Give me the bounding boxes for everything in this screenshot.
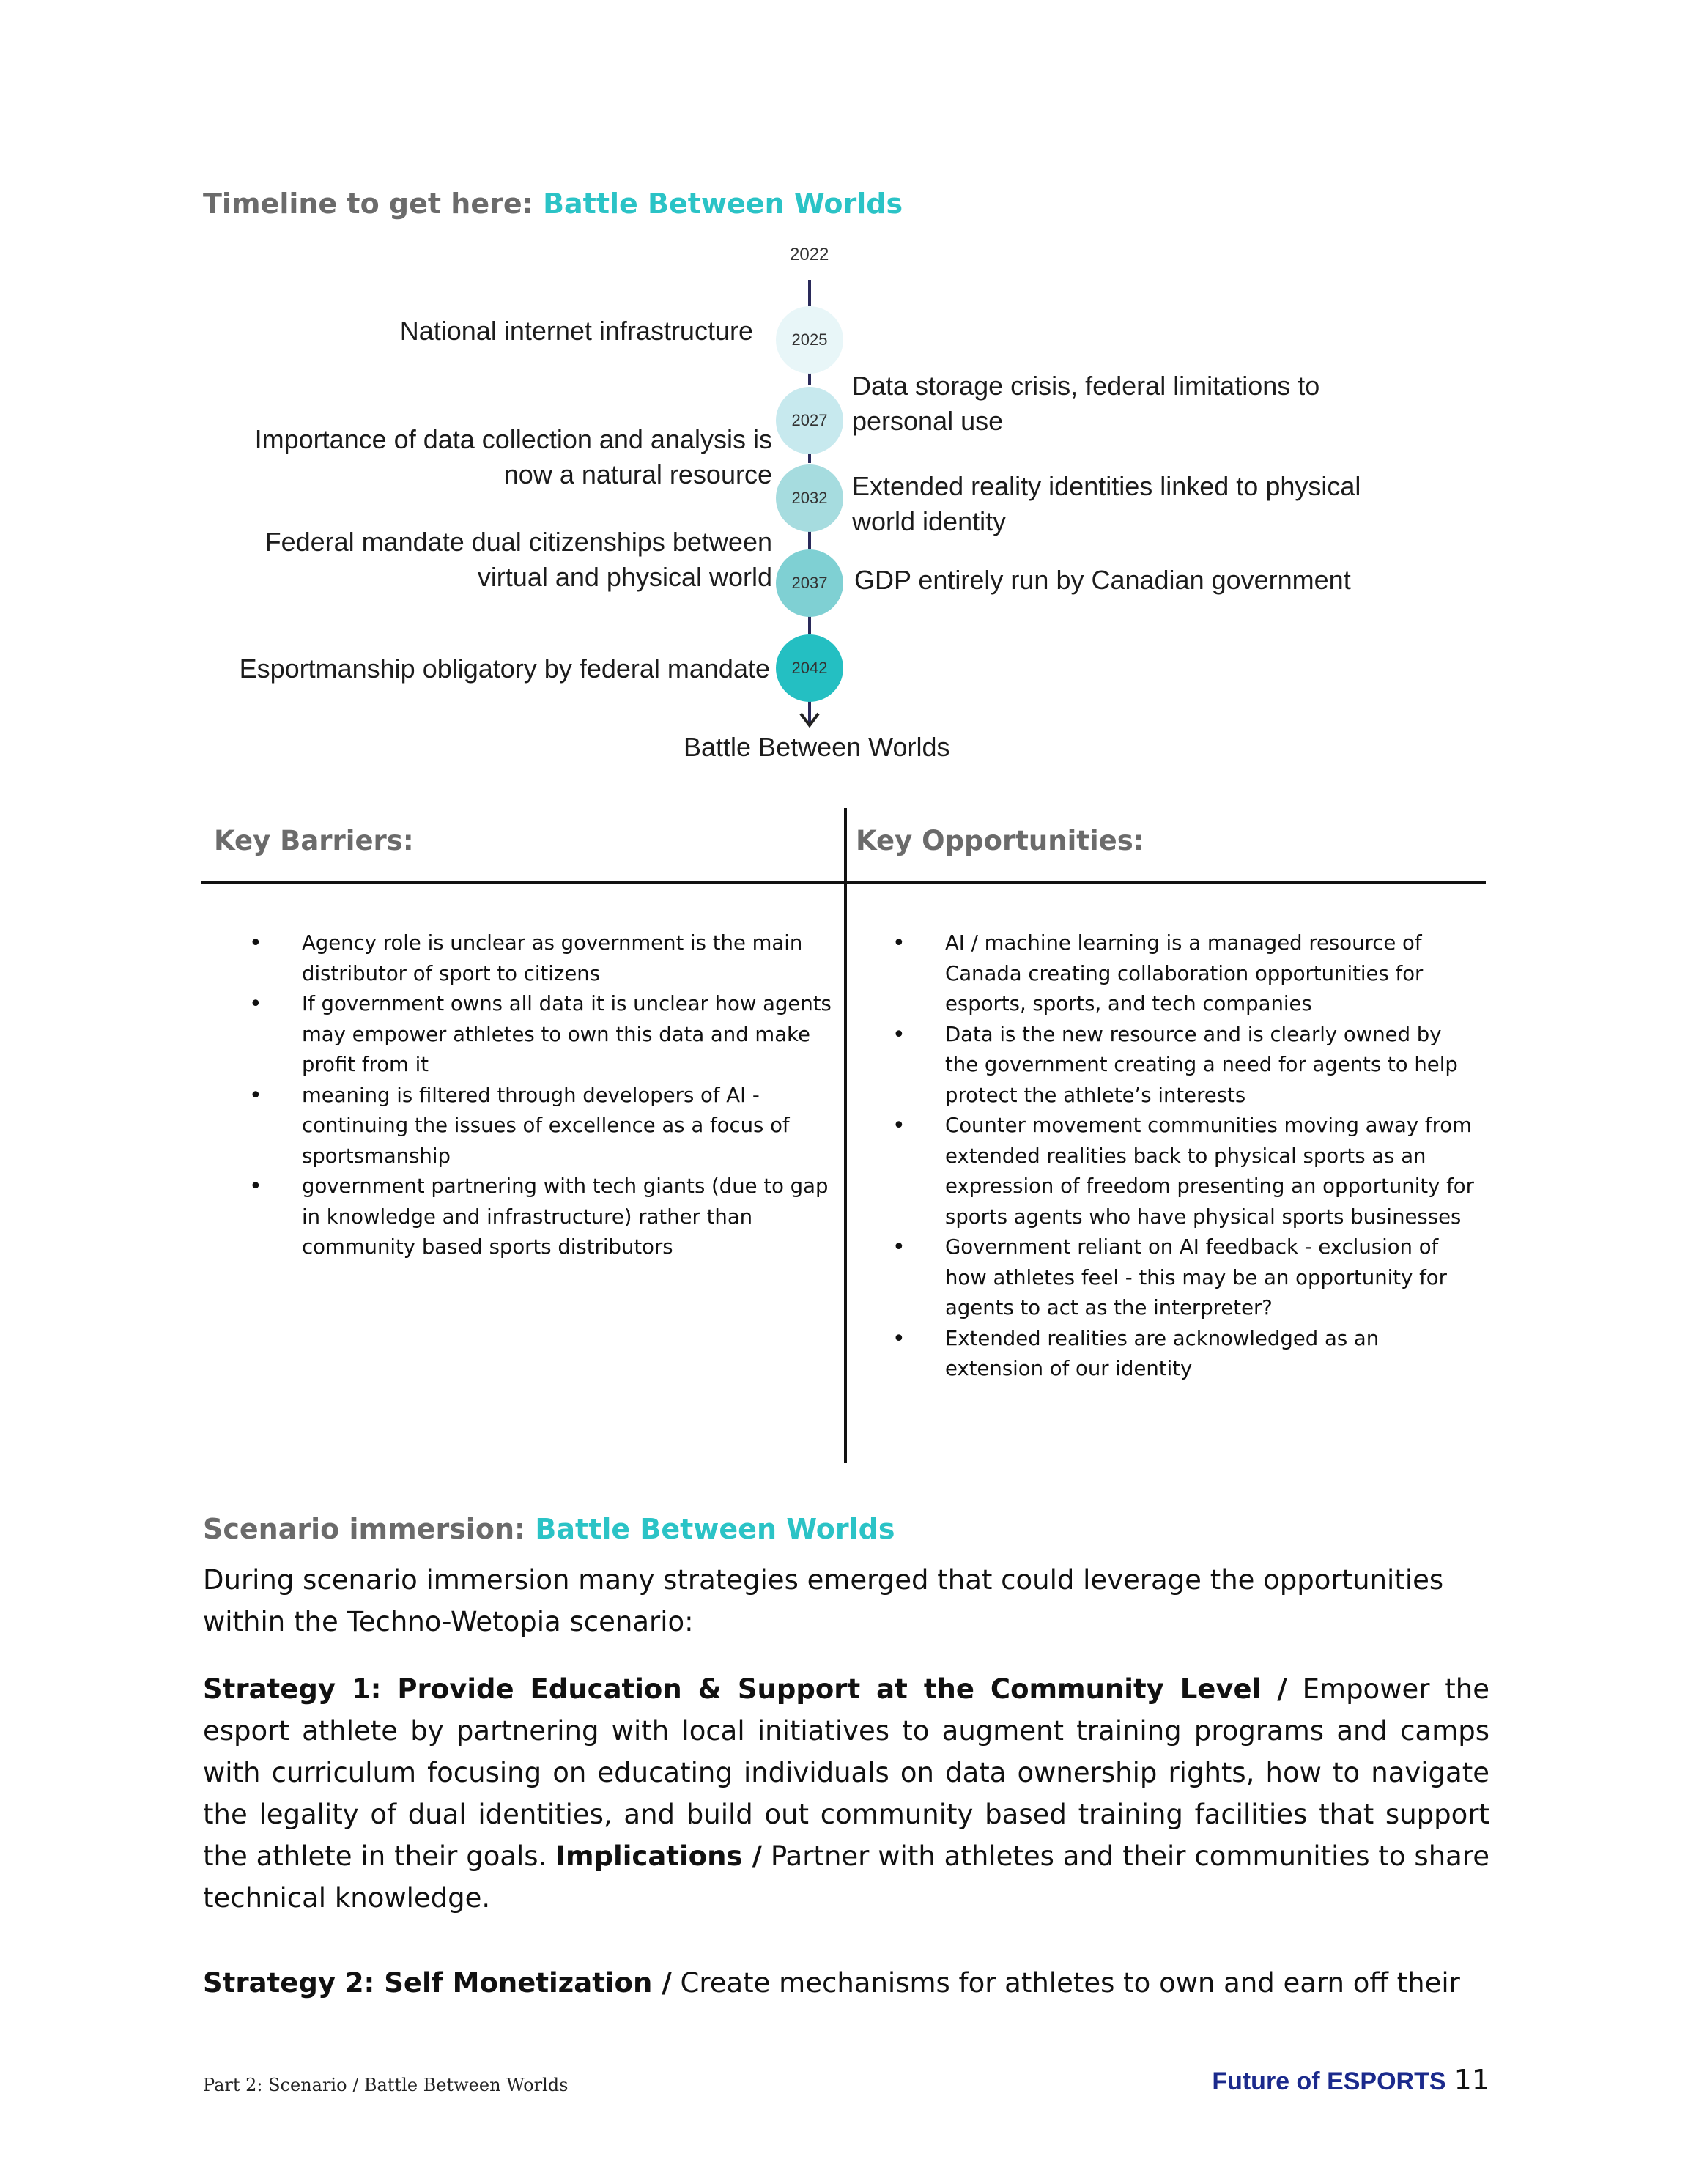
footer-brand <box>1212 2064 1489 2096</box>
timeline-event-right: Data storage crisis, federal limitations to personal use <box>852 371 1320 436</box>
timeline-heading-accent: Battle Between Worlds <box>543 188 903 220</box>
timeline-node-2027: 2027 <box>776 387 843 454</box>
strategy-1-title: Strategy 1: Provide Education & Support at the Community Level / <box>203 1673 1287 1705</box>
barrier-item: • meaning is filtered through developers of AI - continuing the issues of excellence as a focus of sportsmanship <box>249 1081 835 1172</box>
timeline-node-2037: 2037 <box>776 549 843 617</box>
immersion-intro: During scenario immersion many strategies emerged that could leverage the opportunities within the Techno-Wetopia scenario: <box>203 1564 1444 1637</box>
immersion-heading: Scenario immersion: Battle Between Worlds <box>203 1513 895 1545</box>
opportunities-list <box>892 928 1478 1385</box>
opportunity-item: • Counter movement communities moving away from extended realities back to physical sports as an expression of freedom presenting an opportunity for sports agents who have physical sports businesses <box>892 1111 1478 1232</box>
timeline-node-2032: 2032 <box>776 464 843 532</box>
barriers-heading: Key Barriers: <box>214 825 414 856</box>
timeline-heading: Timeline to get here: Battle Between Worlds <box>203 188 903 220</box>
opportunity-item: • Government reliant on AI feedback - exclusion of how athletes feel - this may be an opportunity for agents to act as the interpreter? <box>892 1232 1478 1324</box>
timeline-end-label: Battle Between Worlds <box>684 732 950 762</box>
timeline-event-right: Extended reality identities linked to physical world identity <box>852 471 1361 536</box>
opportunity-item: • Data is the new resource and is clearly owned by the government creating a need for agents to help protect the athlete’s interests <box>892 1020 1478 1111</box>
opportunity-item: • Extended realities are acknowledged as an extension of our identity <box>892 1324 1478 1385</box>
barrier-item: • Agency role is unclear as government is the main distributor of sport to citizens <box>249 928 835 989</box>
timeline-event-left: Importance of data collection and analysis is now a natural resource <box>254 424 772 489</box>
opportunities-heading: Key Opportunities: <box>856 825 1144 856</box>
page-number: 11 <box>1454 2064 1489 2096</box>
timeline-event-left: National internet infrastructure <box>399 316 753 346</box>
brand-logo-text: Future of ESPORTS <box>1212 2068 1446 2095</box>
barrier-item: • government partnering with tech giants (due to gap in knowledge and infrastructure) rather than community based sports distributors <box>249 1171 835 1263</box>
timeline-node-2042: 2042 <box>776 634 843 702</box>
barriers-list <box>249 928 835 1263</box>
strategy-1-paragraph: Strategy 1: Provide Education & Support at the Community Level / Empower the esport athlete by partnering with local initiatives to augment training programs and camps with curriculum focusing on educating individuals on data ownership rights, how to navigate the legality of dual identities, and build out community based training facilities that support the athlete in their goals. Implications / Partner with athletes and their communities to share technical knowledge. <box>203 1673 1490 1914</box>
opportunity-item: • AI / machine learning is a managed resource of Canada creating collaboration opportunities for esports, sports, and tech companies <box>892 928 1478 1020</box>
timeline-node-2025: 2025 <box>776 306 843 374</box>
barrier-item: • If government owns all data it is unclear how agents may empower athletes to own this data and make profit from it <box>249 989 835 1081</box>
timeline-event-left: Federal mandate dual citizenships between virtual and physical world <box>264 527 772 592</box>
table-vertical-divider <box>844 808 847 1463</box>
strategy-1-implications-title: Implications / <box>555 1840 762 1872</box>
strategy-2-title: Strategy 2: Self Monetization / <box>203 1967 672 1999</box>
footer-section-label: Part 2: Scenario / Battle Between Worlds <box>203 2075 569 2095</box>
timeline-start-year: 2022 <box>790 245 829 264</box>
timeline-event-right: GDP entirely run by Canadian government <box>854 565 1351 595</box>
timeline-event-left: Esportmanship obligatory by federal mandate <box>239 654 770 684</box>
table-horizontal-divider <box>201 881 1486 884</box>
strategy-2-paragraph: Strategy 2: Self Monetization / Create mechanisms for athletes to own and earn off their <box>203 1967 1460 1999</box>
immersion-heading-accent: Battle Between Worlds <box>535 1513 895 1545</box>
